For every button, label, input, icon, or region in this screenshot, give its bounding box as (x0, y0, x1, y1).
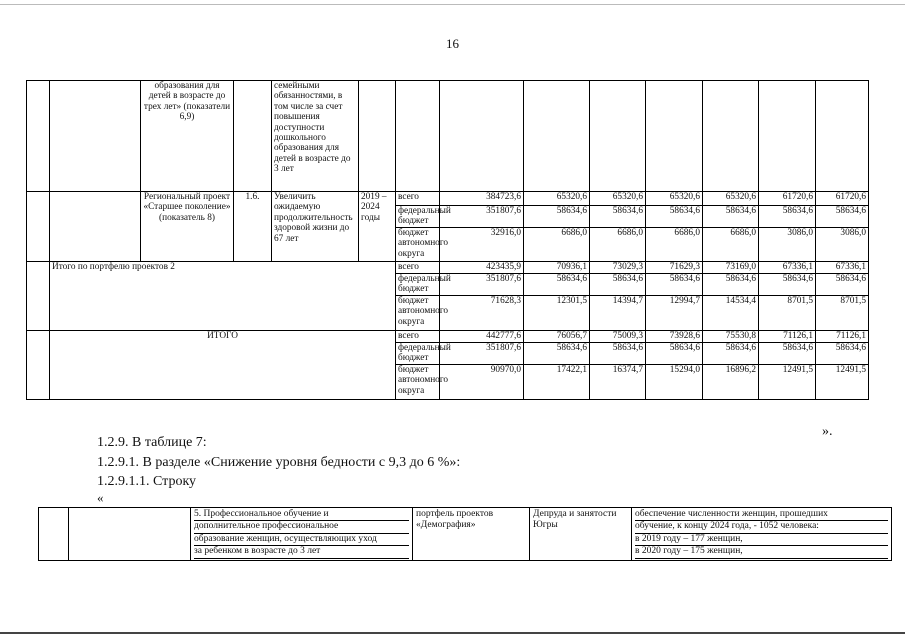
value-cell: 12994,7 (646, 296, 703, 331)
table-cell (359, 81, 396, 192)
table-cell (50, 81, 141, 192)
top-scan-edge (0, 4, 905, 5)
source-label: федеральный бюджет (396, 343, 440, 365)
value-cell: 12301,5 (524, 296, 590, 331)
value-cell: 76056,7 (524, 331, 590, 343)
value-cell: 8701,5 (759, 296, 816, 331)
value-cell: 384723,6 (440, 192, 524, 206)
value-cell: 14534,4 (703, 296, 759, 331)
value-cell: 65320,6 (524, 192, 590, 206)
agency-line: Депруда и занятости (533, 509, 617, 519)
table-cell (27, 262, 50, 331)
table-cell (759, 81, 816, 192)
value-cell: 71629,3 (646, 262, 703, 274)
opening-quote: « (97, 490, 104, 505)
value-cell: 67336,1 (759, 262, 816, 274)
table-cell (234, 81, 272, 192)
measure-name-line: образование женщин, осуществляющих уход (194, 534, 409, 546)
table-cell (816, 81, 869, 192)
measure-row-table (38, 507, 892, 561)
value-cell: 58634,6 (590, 343, 646, 365)
table-cell (50, 192, 141, 262)
value-cell: 71126,1 (759, 331, 816, 343)
source-label: бюджет автономного округа (396, 365, 440, 400)
goal-cell: образования для детей в возрасте до трех лет» (показатели 6,9) (141, 81, 234, 192)
value-cell: 73169,0 (703, 262, 759, 274)
project-years: 2019 – 2024 годы (359, 192, 396, 262)
value-cell: 17422,1 (524, 365, 590, 400)
value-cell: 16374,7 (590, 365, 646, 400)
grand-total-label: ИТОГО (50, 331, 396, 400)
table-row (27, 192, 869, 206)
section-line-3: 1.2.9.1.1. Строку (97, 474, 197, 489)
table-row (27, 81, 869, 192)
value-cell: 71628,3 (440, 296, 524, 331)
result-line: в 2019 году – 177 женщин, (635, 534, 888, 546)
value-cell: 6686,0 (646, 228, 703, 262)
value-cell: 351807,6 (440, 206, 524, 228)
value-cell: 58634,6 (703, 274, 759, 296)
closing-quote: ». (822, 424, 833, 439)
value-cell: 65320,6 (703, 192, 759, 206)
agency-line: Югры (533, 520, 558, 531)
table-cell (27, 81, 50, 192)
table-cell (440, 81, 524, 192)
value-cell: 58634,6 (703, 343, 759, 365)
table-cell (524, 81, 590, 192)
value-cell: 58634,6 (646, 206, 703, 228)
value-cell: 58634,6 (646, 274, 703, 296)
value-cell: 75530,8 (703, 331, 759, 343)
measure-name-line: дополнительное профессиональное (194, 521, 409, 533)
source-label: бюджет автономного округа (396, 296, 440, 331)
value-cell: 6686,0 (703, 228, 759, 262)
source-label: федеральный бюджет (396, 206, 440, 228)
value-cell: 14394,7 (590, 296, 646, 331)
table-cell (396, 81, 440, 192)
task-cell: семейными обязанностями, в том числе за счет повышения доступности дошкольного образования для детей в возрасте до 3 лет (272, 81, 359, 192)
section-line-1: 1.2.9. В таблице 7: (97, 435, 207, 450)
page-number: 16 (446, 36, 459, 51)
value-cell: 65320,6 (590, 192, 646, 206)
table-cell (590, 81, 646, 192)
source-label: всего (396, 192, 440, 206)
value-cell: 15294,0 (646, 365, 703, 400)
value-cell: 58634,6 (816, 274, 869, 296)
table-cell (703, 81, 759, 192)
table-cell (39, 508, 69, 561)
value-cell: 65320,6 (646, 192, 703, 206)
value-cell: 12491,5 (816, 365, 869, 400)
value-cell: 58634,6 (759, 206, 816, 228)
measure-agency (530, 508, 632, 561)
project-name: Региональный проект «Старшее поколение» (показатель 8) (141, 192, 234, 262)
measure-name-line: 5. Профессиональное обучение и (194, 509, 409, 521)
result-line: обучение, к концу 2024 года, - 1052 человека: (635, 521, 888, 533)
source-label: всего (396, 262, 440, 274)
table-cell (69, 508, 191, 561)
value-cell: 58634,6 (816, 206, 869, 228)
value-cell: 58634,6 (524, 274, 590, 296)
source-label: федеральный бюджет (396, 274, 440, 296)
portfolio-line: «Демография» (416, 520, 476, 531)
measure-name (191, 508, 413, 561)
value-cell: 73029,3 (590, 262, 646, 274)
value-cell: 67336,1 (816, 262, 869, 274)
funding-table (26, 80, 869, 400)
value-cell: 32916,0 (440, 228, 524, 262)
measure-result (632, 508, 892, 561)
value-cell: 58634,6 (524, 343, 590, 365)
source-label: всего (396, 331, 440, 343)
table-row (39, 508, 892, 561)
table-row (27, 331, 869, 343)
value-cell: 75009,3 (590, 331, 646, 343)
portfolio-line: портфель проектов (416, 509, 494, 519)
value-cell: 12491,5 (759, 365, 816, 400)
project-number: 1.6. (234, 192, 272, 262)
value-cell: 61720,6 (816, 192, 869, 206)
value-cell: 16896,2 (703, 365, 759, 400)
table-cell (646, 81, 703, 192)
value-cell: 58634,6 (759, 343, 816, 365)
value-cell: 442777,6 (440, 331, 524, 343)
value-cell: 351807,6 (440, 274, 524, 296)
value-cell: 61720,6 (759, 192, 816, 206)
bottom-scan-edge (0, 632, 905, 634)
value-cell: 58634,6 (816, 343, 869, 365)
table-row (27, 262, 869, 274)
value-cell: 3086,0 (759, 228, 816, 262)
value-cell: 6686,0 (524, 228, 590, 262)
value-cell: 58634,6 (590, 274, 646, 296)
value-cell: 8701,5 (816, 296, 869, 331)
project-task: Увеличить ожидаемую продолжительность здоровой жизни до 67 лет (272, 192, 359, 262)
value-cell: 58634,6 (590, 206, 646, 228)
value-cell: 70936,1 (524, 262, 590, 274)
table-cell (27, 192, 50, 262)
table-cell (27, 331, 50, 400)
value-cell: 73928,6 (646, 331, 703, 343)
section-line-2: 1.2.9.1. В разделе «Снижение уровня бедности с 9,3 до 6 %»: (97, 455, 461, 470)
result-line: обеспечение численности женщин, прошедших (635, 509, 888, 521)
source-label: бюджет автономного округа (396, 228, 440, 262)
measure-name-line: за ребенком в возрасте до 3 лет (194, 546, 409, 558)
value-cell: 58634,6 (524, 206, 590, 228)
value-cell: 3086,0 (816, 228, 869, 262)
portfolio-total-label: Итого по портфелю проектов 2 (50, 262, 396, 331)
value-cell: 90970,0 (440, 365, 524, 400)
value-cell: 58634,6 (703, 206, 759, 228)
measure-portfolio (413, 508, 530, 561)
value-cell: 71126,1 (816, 331, 869, 343)
value-cell: 58634,6 (646, 343, 703, 365)
value-cell: 58634,6 (759, 274, 816, 296)
value-cell: 351807,6 (440, 343, 524, 365)
value-cell: 423435,9 (440, 262, 524, 274)
result-line: в 2020 году – 175 женщин, (635, 546, 888, 558)
value-cell: 6686,0 (590, 228, 646, 262)
